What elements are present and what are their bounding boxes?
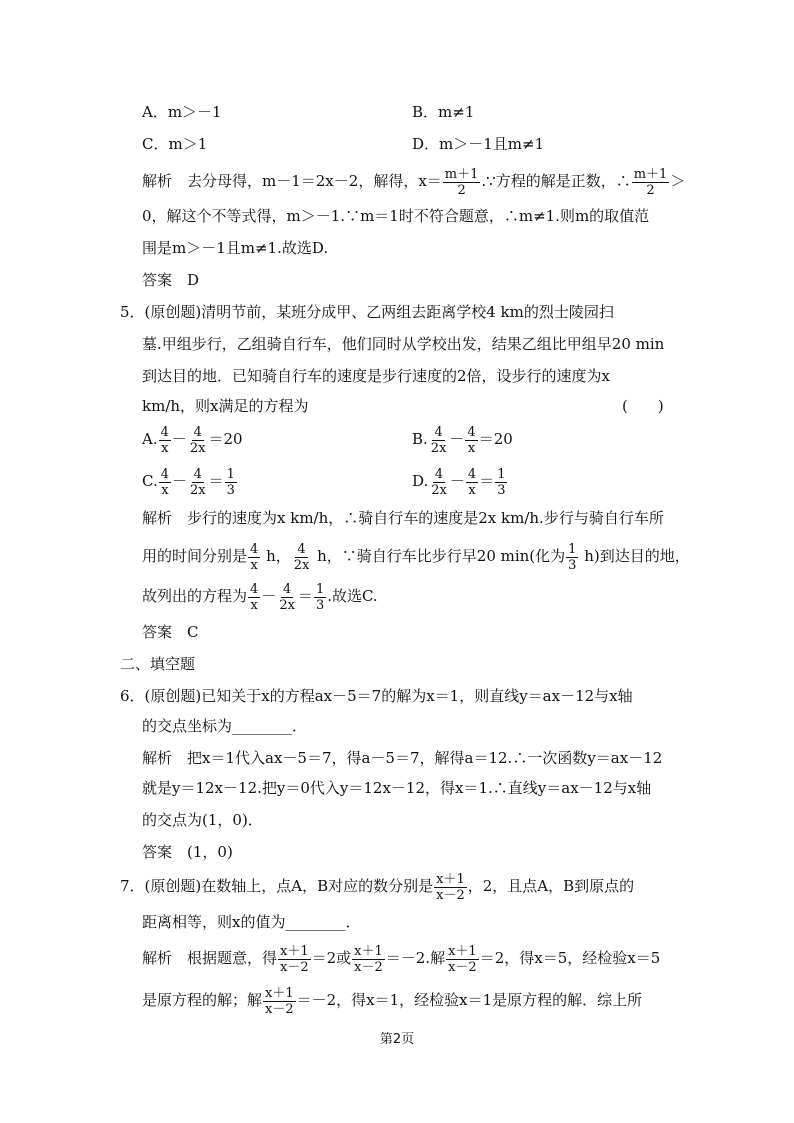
text: 解析 去分母得，m－1＝2x－2，解得，x＝ (142, 172, 442, 190)
q4-solution-line-2: 0，解这个不等式得，m＞－1.∵m＝1时不符合题意，∴m≠1.则m的取值范 (142, 207, 650, 225)
fraction: $\frac{m+1}{2}$ (633, 166, 668, 198)
fraction: $\frac{m+1}{2}$ (444, 166, 479, 198)
q5-stem-line-3: 到达目的地．已知骑自行车的速度是步行速度的2倍，设步行的速度为x (142, 367, 611, 385)
q4-solution-line-1 (142, 166, 685, 198)
q5-solution-line-3: 故列出的方程为 $\frac{4}{x}$ － $\frac{4}{2x}$ ＝ $\frac{1}{3}$ .故选C. (142, 581, 378, 613)
page-number: 第2页 (379, 1032, 415, 1047)
q6-answer: 答案 (1，0) (142, 843, 233, 861)
q6-stem-line-1: 6．(原创题)已知关于x的方程ax－5＝7的解为x＝1，则直线y＝ax－12与x轴 (120, 687, 633, 705)
q7-stem-line-2: 距离相等，则x的值为________． (142, 913, 361, 931)
q4-option-d: D．m＞－1且m≠1 (412, 135, 545, 153)
q5-stem-line-2: 墓.甲组步行，乙组骑自行车，他们同时从学校出发，结果乙组比甲组早20 min (142, 335, 665, 353)
q5-option-d: D. $\frac{4}{2x}$ － $\frac{4}{x}$ ＝ $\frac{1}{3}$ (412, 466, 506, 498)
q5-option-c: C. $\frac{4}{x}$ － $\frac{4}{2x}$ ＝ $\frac{1}{3}$ (142, 466, 235, 498)
q5-stem-line-4: km/h，则x满足的方程为 (142, 397, 309, 415)
q5-solution-line-2: 用的时间分别是 $\frac{4}{x}$ h， $\frac{4}{2x}$ h，∵骑自行车比步行早20 min(化为 $\frac{1}{3}$ h)到达目的地， (142, 541, 690, 573)
q6-stem-line-2: 的交点坐标为________． (142, 717, 308, 735)
q5-option-a: A. $\frac{4}{x}$ － $\frac{4}{2x}$ ＝20 (142, 424, 243, 456)
text: ＞ (670, 172, 686, 190)
q4-solution-line-3: 围是m＞－1且m≠1.故选D. (142, 239, 329, 257)
q5-solution-line-1: 解析 步行的速度为x km/h，∴骑自行车的速度是2x km/h.步行与骑自行车所 (142, 509, 664, 527)
q6-solution-line-1: 解析 把x＝1代入ax－5＝7，得a－5＝7，解得a＝12.∴一次函数y＝ax－12 (142, 749, 663, 767)
q7-solution-line-1: 解析 根据题意，得 $\frac{x+1}{x-2}$ ＝2或 $\frac{x+1}{x-2}$ ＝－2.解 $\frac{x+1}{x-2}$ ＝2，得x＝5，经检验x＝5 (142, 943, 661, 975)
q4-option-a: A．m＞－1 (142, 103, 222, 121)
q5-stem-line-1: 5．(原创题)清明节前，某班分成甲、乙两组去距离学校4 km的烈士陵园扫 (120, 303, 614, 321)
q6-solution-line-3: 的交点为(1，0)． (142, 811, 263, 829)
q6-solution-line-2: 就是y＝12x－12.把y＝0代入y＝12x－12，得x＝1.∴直线y＝ax－12与x轴 (142, 779, 652, 797)
q4-answer: 答案 D (142, 271, 200, 289)
q5-answer-paren: ( ) (622, 397, 664, 415)
q7-stem-line-1: 7．(原创题)在数轴上，点A，B对应的数分别是 $\frac{x+1}{x-2}$ ，2，且点A，B到原点的 (120, 871, 635, 903)
q5-option-b: B. $\frac{4}{2x}$ － $\frac{4}{x}$ ＝20 (412, 424, 513, 456)
section-heading: 二、填空题 (120, 655, 196, 673)
q4-option-b: B．m≠1 (412, 103, 475, 121)
q4-option-c: C．m＞1 (142, 135, 208, 153)
q5-answer: 答案 C (142, 623, 199, 641)
text: .∵方程的解是正数，∴ (481, 172, 631, 190)
q7-solution-line-2: 是原方程的解；解 $\frac{x+1}{x-2}$ ＝－2，得x＝1，经检验x＝1是原方程的解．综上所 (142, 985, 643, 1017)
